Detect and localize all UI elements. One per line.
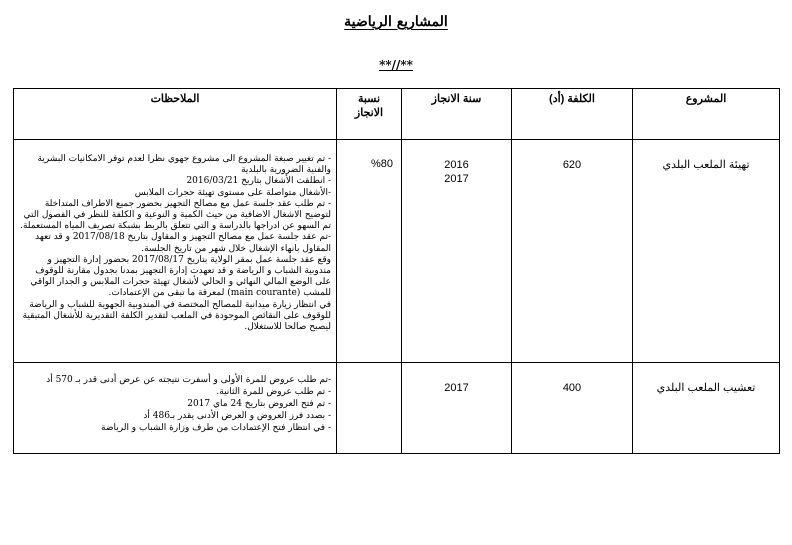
cell-year bbox=[402, 363, 512, 454]
year-line-1: 2017 bbox=[444, 382, 469, 394]
separator-wrap bbox=[0, 54, 792, 73]
header-rate-line2: الانجاز bbox=[354, 107, 384, 119]
title-separator: **//** bbox=[379, 58, 413, 72]
note-line: -الأشغال متواصلة على مستوى تهيئة حجرات الملابس bbox=[134, 187, 331, 198]
note-line: - بصدد فرز العروض و العرض الأدنى يقدر بـ486 أد bbox=[143, 411, 331, 421]
project-cost: 400 bbox=[562, 382, 582, 394]
header-project: المشروع bbox=[633, 89, 780, 140]
project-notes bbox=[14, 140, 336, 337]
document-title-wrap bbox=[0, 11, 792, 30]
header-year: سنة الانجاز bbox=[402, 89, 512, 140]
completion-rate: %80 bbox=[370, 158, 393, 170]
cell-notes bbox=[14, 140, 337, 363]
header-rate bbox=[337, 89, 402, 140]
note-line: -تم طلب عروض للمرة الأولى و أسفرت نتيجته عن عرض أدنى قدر بـ 570 أد bbox=[46, 375, 331, 385]
completion-rate bbox=[337, 363, 401, 381]
project-name: تهيئة الملعب البلدي bbox=[662, 159, 750, 171]
cell-cost bbox=[512, 363, 633, 454]
year-line-2: 2017 bbox=[444, 173, 469, 185]
project-year bbox=[402, 140, 511, 186]
cell-notes bbox=[14, 363, 337, 454]
table-row bbox=[14, 363, 780, 454]
note-line: - في انتظار فتح الإعتمادات من طرف وزارة الشباب و الرياضة bbox=[101, 423, 331, 433]
note-line: - تم تغيير صبغة المشروع الى مشروع جهوي نظرا لعدم توفر الامكانيات البشرية والفنية الضرورية بالبلدية bbox=[37, 154, 331, 176]
note-line: - تم طلب عروض للمرة الثانية. bbox=[216, 387, 331, 397]
projects-table bbox=[13, 88, 780, 454]
note-line: -تم عقد جلسة عمل مع مصالح التجهيز و المقاول بتاريخ 2017/08/18 و قد تعهد المقاول بانهاء الإشغال خلال شهر من تاريخ الجلسة. bbox=[35, 232, 331, 254]
note-line: وقع عقد جلسة عمل بمقر الولاية بتاريخ 2017/08/17 بحضور إدارة التجهيز و مندوبية الشباب و الرياضة و قد تعهدت إدارة التجهيز بمدنا بجدول مقارنة للوقوف على الوضع المالي النهائي و الحالي لأشغال تهيئة حجرات الملابس و الجدار الواقي للمشب (main courante) لمعرفة ما تبقى من الإعتمادات. bbox=[30, 254, 331, 299]
year-line-1: 2016 bbox=[444, 159, 469, 171]
cell-rate bbox=[337, 363, 402, 454]
cell-year bbox=[402, 140, 512, 363]
note-line: - انطلقت الأشغال بتاريخ 2016/03/21 bbox=[186, 176, 331, 187]
project-year bbox=[402, 363, 511, 395]
note-line: - تم طلب عقد جلسة عمل مع مصالح التجهيز بحضور جميع الاطراف المتداخلة لتوضيح الاشغال الاضافية من حيث الكمية و النوعية و الكلفة للنظر في الفصول التي تم السهو عن ادراجها بالدراسة و التي تتعلق بالربط بشبكة تصريف المياه المستعملة. bbox=[20, 198, 331, 232]
cell-project bbox=[633, 363, 780, 454]
header-rate-line1: نسبة bbox=[357, 93, 381, 105]
cell-rate bbox=[337, 140, 402, 363]
project-cost: 620 bbox=[562, 159, 582, 171]
header-cost: الكلفة (أد) bbox=[512, 89, 633, 140]
project-name: تعشيب الملعب البلدي bbox=[656, 382, 756, 394]
table-header-row bbox=[14, 89, 780, 140]
table-row bbox=[14, 140, 780, 363]
cell-cost bbox=[512, 140, 633, 363]
note-line: في انتظار زيارة ميدانية للمصالح المختصة في المندوبية الجهوية للشباب و الرياضة للوقوف على النقائص الموجودة في الملعب لتقدير الكلفة التقديرية للأشغال المتبقية ليصبح صالحا للاستغلال. bbox=[22, 299, 331, 333]
header-notes: الملاحظات bbox=[14, 89, 337, 140]
note-line: - تم فتح العروض بتاريخ 24 ماي 2017 bbox=[187, 399, 331, 409]
document-title: المشاريع الرياضية bbox=[344, 14, 448, 30]
project-notes bbox=[14, 363, 336, 438]
cell-project bbox=[633, 140, 780, 363]
